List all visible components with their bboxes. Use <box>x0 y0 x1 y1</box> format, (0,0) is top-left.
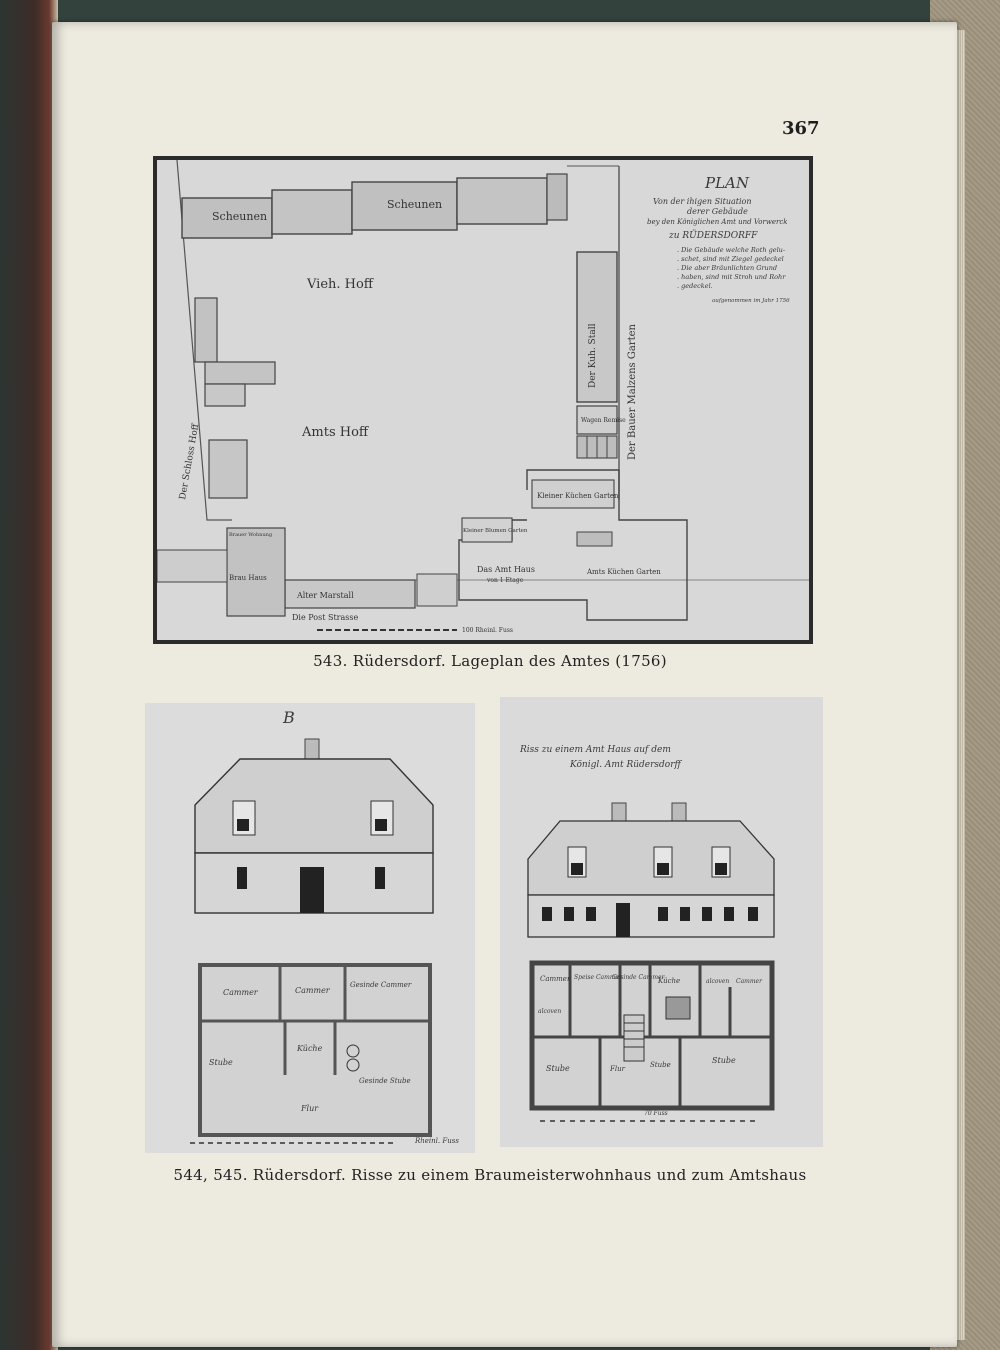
legend-line-5: . gedeckel. <box>677 282 713 290</box>
figure-544-brewmaster-house <box>145 703 475 1153</box>
label-wagen-remise: Wagen Remise <box>581 417 626 424</box>
label-kuhstall: Der Kuh. Stall <box>588 323 598 388</box>
legend-line-3: . Die aber Bräunlichten Grund <box>677 264 778 272</box>
label-kleiner-kuechen-garten: Kleiner Küchen Garten <box>537 492 619 500</box>
scale-545: 70 Fuss <box>644 1110 668 1117</box>
room-545-11: Stube <box>712 1056 736 1065</box>
label-amts-kuechen-garten: Amts Küchen Garten <box>587 568 661 576</box>
label-malzens-garten: Der Bauer Malzens Garten <box>627 324 638 460</box>
barn-2 <box>272 190 352 234</box>
plan-title: PLAN <box>705 174 750 192</box>
plan-subtitle-1: Von der ihigen Situation <box>653 197 752 206</box>
room-545-7: alcoven <box>538 1008 562 1015</box>
label-scheunen-2: Scheunen <box>387 198 443 211</box>
label-amt-haus: Das Amt Haus <box>477 565 535 574</box>
figure-545-office-house <box>500 697 823 1147</box>
label-amtshof: Amts Hoff <box>302 425 369 440</box>
figure-letter: B <box>283 708 295 727</box>
label-scheunen-1: Scheunen <box>212 210 268 223</box>
room-545-2: Speise Cammer <box>574 974 622 981</box>
room-545-10: Stube <box>650 1061 671 1069</box>
room-545-1: Cammer <box>540 975 571 983</box>
legend-line-4: . haben, sind mit Stroh und Rohr <box>677 273 786 281</box>
room-545-3: Gesinde Cammer <box>612 974 665 981</box>
label-schloss-hof: Der Schloss Hoff <box>178 423 202 501</box>
room-544-6: Gesinde Stube <box>359 1077 411 1085</box>
brewmaster-house-drawing <box>145 703 475 1153</box>
book-cover-left <box>0 0 58 1350</box>
room-544-5: Stube <box>209 1058 233 1067</box>
heading-545-2: Königl. Amt Rüdersdorff <box>570 760 681 770</box>
plan-subtitle-4: zu RÜDERSDORFF <box>669 231 758 241</box>
room-544-4: Küche <box>297 1044 323 1053</box>
page-number: 367 <box>782 118 820 139</box>
legend-line-2: . schet, sind mit Ziegel gedeckel <box>677 255 784 263</box>
room-545-4: Küche <box>658 977 681 985</box>
site-plan-drawing <box>157 160 809 640</box>
label-post-strasse: Die Post Strasse <box>292 613 359 622</box>
label-scale: 100 Rheinl. Fuss <box>462 627 513 634</box>
label-amt-haus-sub: von 1 Etage <box>487 577 524 584</box>
room-544-7: Flur <box>301 1104 319 1113</box>
scale-544: Rheinl. Fuss <box>415 1137 459 1145</box>
room-544-2: Cammer <box>295 986 330 995</box>
room-545-9: Flur <box>610 1065 625 1073</box>
plan-subtitle-2: derer Gebäude <box>687 207 748 216</box>
caption-543: 543. Rüdersdorf. Lageplan des Amtes (1756) <box>313 652 667 670</box>
room-544-1: Cammer <box>223 988 258 997</box>
room-545-6: Cammer <box>736 978 762 985</box>
legend-line-1: . Die Gebäude welche Roth gelu- <box>677 246 786 254</box>
label-alter-marstall: Alter Marstall <box>297 591 354 600</box>
heading-545-1: Riss zu einem Amt Haus auf dem <box>520 745 671 755</box>
room-545-5: alcoven <box>706 978 730 985</box>
label-brau-haus: Brau Haus <box>229 574 267 582</box>
label-kleiner-blumen-garten: Kleiner Blumen Garten <box>463 528 528 534</box>
plan-subtitle-3: bey den Königlichen Amt und Vorwerck <box>647 218 788 226</box>
legend-date: aufgenommen im Jahr 1756 <box>712 298 790 304</box>
label-brauer-wohnung: Brauer Wohnung <box>229 532 273 538</box>
barn-4 <box>457 178 547 224</box>
caption-544-545: 544, 545. Rüdersdorf. Risse zu einem Braumeisterwohnhaus und zum Amtshaus <box>173 1166 807 1184</box>
figure-543-site-plan <box>153 156 813 644</box>
label-viehhof: Vieh. Hoff <box>307 277 374 292</box>
room-545-8: Stube <box>546 1064 570 1073</box>
room-544-3: Gesinde Cammer <box>350 981 412 989</box>
office-house-drawing <box>500 697 823 1147</box>
